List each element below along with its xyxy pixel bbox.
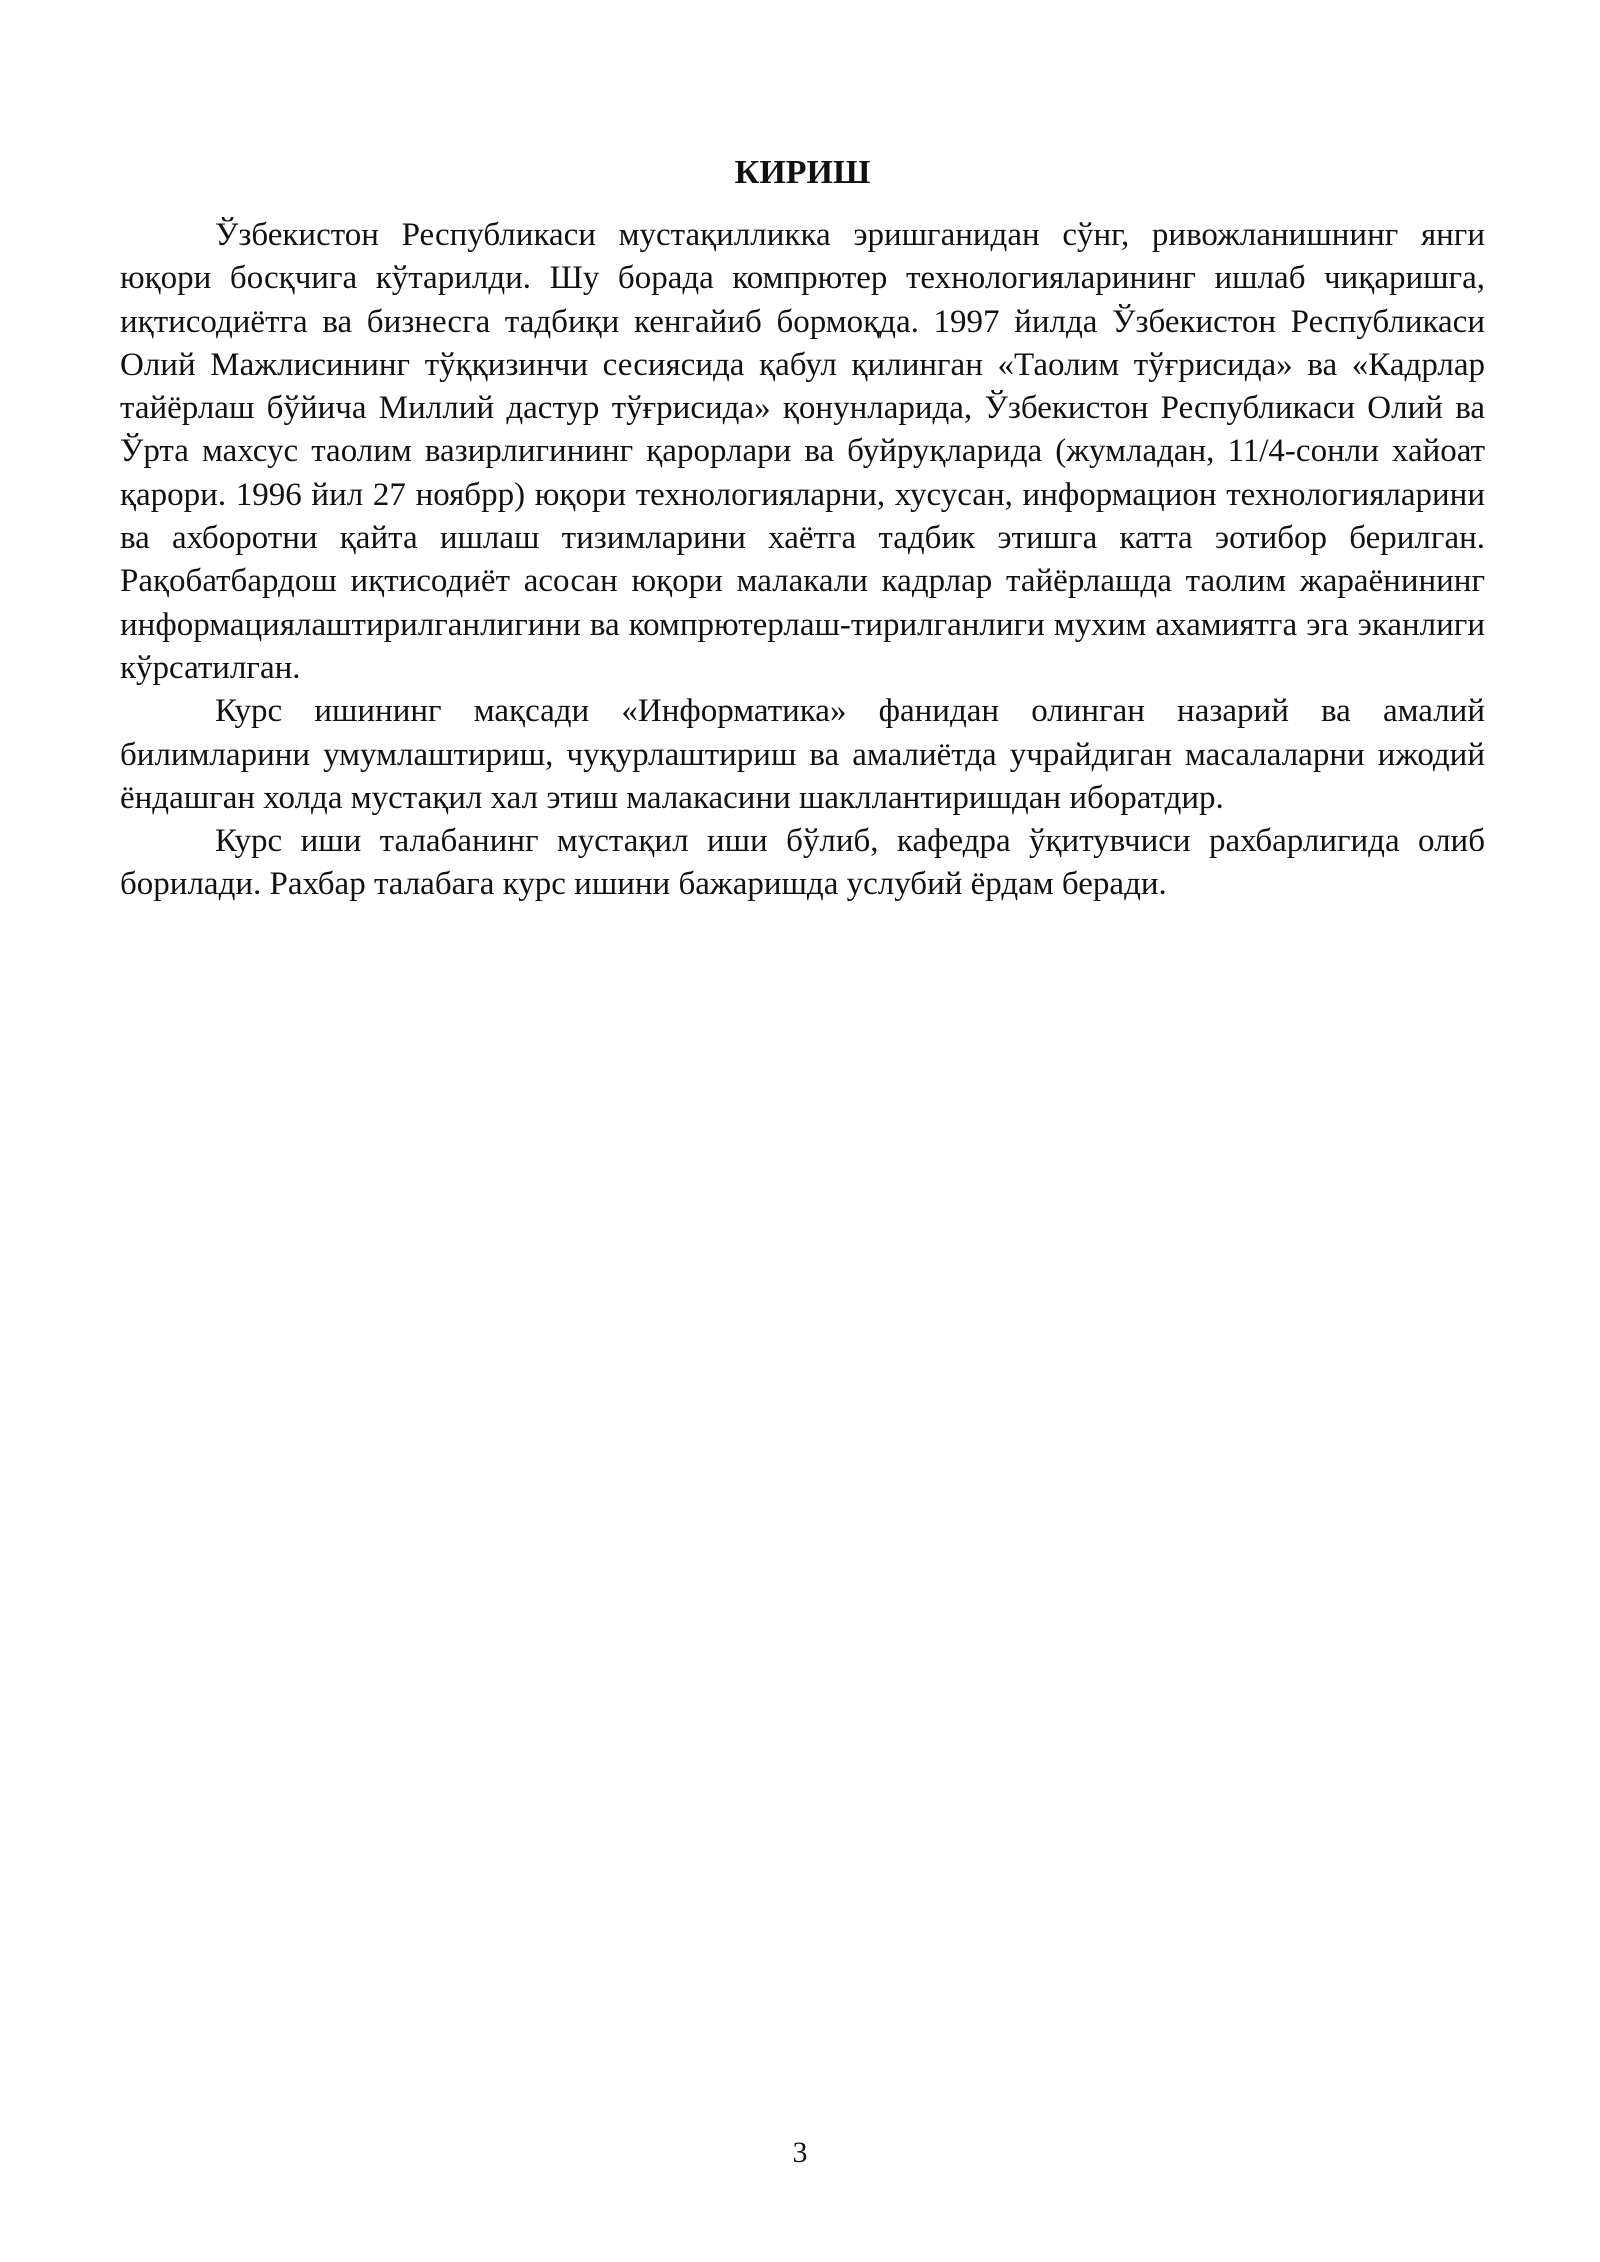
paragraph-2: Курс ишининг мақсади «Информатика» фанидан олинган назарий ва амалий билимларини умумлаштириш, чуқурлаштириш ва амалиётда учрайдиган масалаларни ижодий ёндашган холда мустақил хал этиш малакасини шакллантиришдан иборатдир. [120,693,1485,816]
document-title: КИРИШ [734,154,871,191]
paragraph-3: Курс иши талабанинг мустақил иши бўлиб, кафедра ўқитувчиси рахбарлигида олиб борилади. Рахбар талабага курс ишини бажаришда услубий ёрдам беради. [120,823,1485,903]
page-number: 3 [792,2136,808,2169]
paragraph-1: Ўзбекистон Республикаси мустақилликка эришганидан сўнг, ривожланишнинг янги юқори босқчига кўтарилди. Шу борада компрютер технологияларининг ишлаб чиқаришга, иқтисодиётга ва бизнесга тадбиқи кенгайиб бормоқда. 1997 йилда Ўзбекистон Республикаси Олий Мажлисининг тўққизинчи сесиясида қабул қилинган «Таолим тўғрисида» ва «Кадрлар тайёрлаш бўйича Миллий дастур тўғрисида» қонунларида, Ўзбекистон Республикаси Олий ва Ўрта махсус таолим вазирлигининг қарорлари ва буйруқларида (жумладан, 11/4-сонли хайоат қарори. 1996 йил 27 ноябрр) юқори технологияларни, хусусан, информацион технологияларини ва ахборотни қайта ишлаш тизимларини хаётга тадбик этишга катта эотибор берилган. Рақобатбардош иқтисодиёт асосан юқори малакали кадрлар тайёрлашда таолим жараёнининг информациялаштирилганлигини ва компрютерлаш-тирилганлиги мухим ахамиятга эга эканлиги кўрсатилган. [120,217,1485,686]
document-body [120,150,1485,907]
